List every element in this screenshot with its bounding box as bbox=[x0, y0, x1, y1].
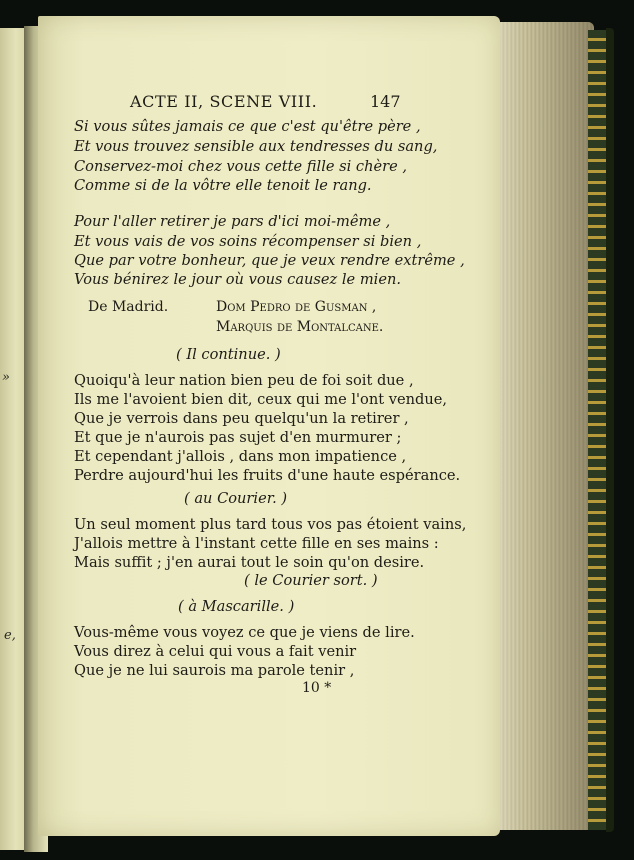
letter-place: De Madrid. bbox=[88, 299, 169, 315]
verse-line: Que je ne lui saurois ma parole tenir , bbox=[74, 662, 355, 679]
letter-signer-title: Marquis de Montalcane. bbox=[216, 319, 384, 335]
stage-direction: ( le Courier sort. ) bbox=[244, 572, 378, 589]
verse-line: Conservez-moi chez vous cette fille si chère , bbox=[74, 158, 408, 175]
verse-line: J'allois mettre à l'instant cette fille en ses mains : bbox=[74, 535, 439, 552]
verse-line: Un seul moment plus tard tous vos pas étoient vains, bbox=[74, 516, 467, 533]
verse-line: Vous bénirez le jour où vous causez le mien. bbox=[74, 271, 401, 288]
verse-line: Et vous trouvez sensible aux tendresses du sang, bbox=[74, 138, 438, 155]
verse-line: Que par votre bonheur, que je veux rendre extrême , bbox=[74, 252, 465, 269]
left-page bbox=[0, 28, 27, 850]
verse-line: Ils me l'avoient bien dit, ceux qui me l'ont vendue, bbox=[74, 391, 448, 408]
verse-line: Perdre aujourd'hui les fruits d'une haute espérance. bbox=[74, 467, 461, 484]
verse-line: Si vous sûtes jamais ce que c'est qu'être père , bbox=[74, 118, 421, 135]
running-header: ACTE II, SCENE VIII. bbox=[130, 92, 318, 111]
verse-line: Vous direz à celui qui vous a fait venir bbox=[74, 643, 357, 660]
verse-line: Comme si de la vôtre elle tenoit le rang. bbox=[74, 177, 372, 194]
stage-direction: ( à Mascarille. ) bbox=[178, 598, 295, 615]
verse-line: Pour l'aller retirer je pars d'ici moi-même , bbox=[74, 213, 391, 230]
left-page-fragment: e, bbox=[4, 628, 16, 643]
signature-mark: 10 * bbox=[302, 680, 332, 696]
stage-direction: ( Il continue. ) bbox=[176, 346, 281, 363]
book-spine-edge bbox=[606, 28, 614, 832]
verse-line: Mais suffit ; j'en aurai tout le soin qu'on desire. bbox=[74, 554, 425, 571]
fore-edge-shadow bbox=[496, 22, 594, 830]
verse-line: Vous-même vous voyez ce que je viens de lire. bbox=[74, 624, 415, 641]
verse-line: Et vous vais de vos soins récompenser si bien , bbox=[74, 233, 422, 250]
stage-direction: ( au Courier. ) bbox=[184, 490, 288, 507]
left-page-fragment: » bbox=[2, 370, 10, 385]
verse-line: Quoiqu'à leur nation bien peu de foi soit due , bbox=[74, 372, 414, 389]
letter-signer: Dom Pedro de Gusman , bbox=[216, 299, 377, 315]
verse-line: Et cependant j'allois , dans mon impatience , bbox=[74, 448, 407, 465]
verse-line: Et que je n'aurois pas sujet d'en murmurer ; bbox=[74, 429, 402, 446]
page-number: 147 bbox=[370, 92, 401, 111]
verse-line: Que je verrois dans peu quelqu'un la retirer , bbox=[74, 410, 409, 427]
